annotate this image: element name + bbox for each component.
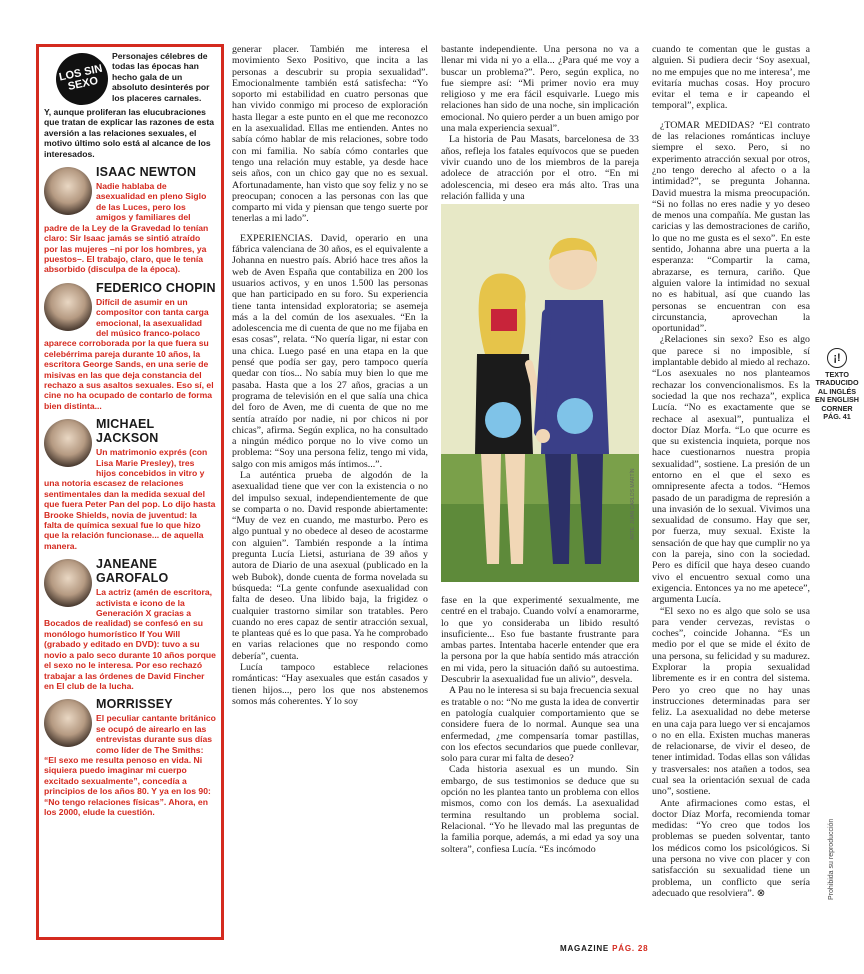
couple-illustration [441, 204, 639, 582]
page-footer [560, 944, 648, 953]
paragraph: cuando te comentan que le gustas a alguien. Si pudiera decir ‘Soy asexual, no me empujes que no me interesa’, me evitaría muchas cosas. Hoy procuro evitar el tema e ir capeando el temporal”, explica. [652, 44, 810, 112]
english-corner-text: TEXTO TRADUCIDO AL INGLÉS EN ENGLISH CORNER PÁG. 41 [815, 370, 859, 422]
english-corner-note [812, 348, 862, 421]
person-garofalo [44, 557, 216, 691]
paragraph-tomar-medidas: ¿TOMAR MEDIDAS? “El contrato de las relaciones románticas incluye siempre el sexo. Pero, si no experimento atracción sexual por otros, ¿no tengo derecho al afecto o a la intimidad?”, se pregunta Johanna. David muestra la misma preocupación. “Si no follas no eres nadie y yo deseo de menos una compañía. Me gustan las caricias y las demostraciones de cariño, lo que no me gusta es el sexo”. En este sentido, Johanna abre una puerta a la esperanza: “Compartir la cama, abrazarse, es ternura, cariño. Que alguien valore la intimidad no sexual no es habitual, así que cuando las personas se encuentran con esa circunstancia, aprovechan la oportunidad”. [652, 119, 810, 335]
person-name: FEDERICO CHOPIN [96, 280, 216, 295]
paragraph: Lucía tampoco establece relaciones románticas: “Hay asexuales que están casados y tienen hijos..., pero los que nos abstenemos somos más coherentes. Y lo soy [232, 662, 428, 707]
paragraph: generar placer. También me interesa el movimiento Sexo Positivo, que incita a las personas a descubrir su propia sexualidad”. Emocionalmente también está satisfecha: “Yo soporto mi estabilidad en cuatro personas que han vivido conmigo mi proceso de exploración hasta llegar a este punto en el que me reconozco en la asexualidad. Ellas me entienden. Antes no sabía cómo hablar de mis relaciones, sobre todo con mi familia. No sabía cómo contarles que tengo una relación muy estable, ya desde hace seis años, con un chico gay que no es sexual. Afortunadamente, han visto que soy feliz y no se preocupan; conocen a las personas con las que comparto mi vida y piensan que tengo suerte por tenerlas a mi lado”. [232, 44, 428, 225]
person-text: Nadie hablaba de asexualidad en pleno Siglo de las Luces, pero los amigos y familiares del padre de la Ley de la Gravedad lo tenían claro: Sir Isaac jamás se sintió atraído por las mujeres –ni por los hombres, ya puestos–. El trabajo, claro, que le tenía absorbido (disculpa de la época). [44, 181, 209, 275]
portrait-chopin [44, 283, 92, 331]
paragraph: Cada historia asexual es un mundo. Sin embargo, de sus testimonios se deduce que su opción no les plantea tanto un problema con ellos mismos, como con los demás. La asexualidad termina resultando un problema social. Relacional. “Yo he llevado mal las preguntas de la familia porque, además, a mi edad ya soy una soltera”, confiesa Lucía. “Es incómodo [441, 764, 639, 855]
footer-page-number: PÁG. 28 [612, 944, 649, 953]
paragraph: bastante independiente. Una persona no va a llenar mi vida ni yo a ella... ¿Para qué me voy a buscar un problema?”. Pero, según explica, no fue siempre así: “Mi primer novio era muy religioso y me era fácil esquivarle. Luego mis relaciones han sido de una noche, sin implicación emocional. No quiero perder a un buen amigo por una mala experiencia sexual”. [441, 44, 639, 135]
person-newton [44, 165, 216, 275]
person-name: MORRISSEY [96, 697, 173, 712]
person-name: MICHAEL JACKSON [96, 417, 159, 446]
exclamation-icon: ¡! [827, 348, 847, 368]
person-text: El peculiar cantante británico se ocupó de airearlo en las entrevistas durante sus días como líder de The Smiths: “El sexo me resulta penoso en vida. Ni siquiera puedo imaginar mi cuerpo excitado sexualmente”, concedía a principios de los años 80. Y ya en los 90: “No tengo relaciones físicas”. Ahora, en los 2000, elude la cuestión. [44, 713, 216, 817]
person-name: JANEANE GAROFALO [96, 557, 169, 586]
paragraph: fase en la que experimenté sexualmente, me centré en el trabajo. Cuando volví a enamorarme, lo que yo consideraba un libido resultó insuficiente... Eso fue bastante frustrante para ambas partes. Intentaba hacerle entender que era la persona por la que había sentido más atracción en mi vida, pero la situación dañó su autoestima. Descubrir la asexualidad fue un alivio”, desvela. [441, 595, 639, 686]
illustration-credit: ARTE: JUAN CARLOS MARTÍN [630, 468, 636, 540]
portrait-newton [44, 167, 92, 215]
article-column-2-top [441, 44, 639, 202]
person-chopin [44, 281, 216, 411]
article-column-1 [232, 44, 428, 944]
person-name: ISAAC NEWTON [96, 165, 197, 180]
los-sin-sexo-badge: LOS SIN SEXO [51, 48, 113, 110]
paragraph: La historia de Pau Masats, barcelonesa de 33 años, refleja los fatales equívocos que se pueden vivir cuando uno de los miembros de la pareja adolece de atracción por el otro. “En mi adolescencia, mi deseo era más alto. Tras una relación fallida y una [441, 134, 639, 202]
sidebar-lead: Personajes célebres de todas las épocas han hecho gala de un absoluto desinterés por los placeres carnales. [112, 51, 210, 103]
paragraph: ¿Relaciones sin sexo? Eso es algo que parece si no imposible, sí implantable debido al miedo al rechazo. “Los asexuales no nos planteamos rechazar los convencionalismos. Es la sociedad la que nos rechaza”, explica Lucía. “No es exactamente que se rechace al asexual”, puntualiza el doctor Díaz Morfa. “Lo que ocurre es que su existencia inquieta, porque nos hace cuestionarnos nuestra propia sexualidad”, sostiene. La presión de un entorno en el que el sexo es omnipresente afecta a todos. “Hemos pasado de un paradigma de represión a una invasión de lo sexual. Vivimos una sexualidad de consumo. Hay que ser, por fuerza, muy sexual. Existe la sensación de que hay que cumplir no ya con la pareja, sino con la sociedad. Pero es difícil que haya deseo cuando vivo el encuentro sexual como una exigencia. Entonces ya no me apetece”, argumenta Lucía. [652, 334, 810, 606]
vertical-note: Prohibida su reproducción [828, 818, 835, 900]
article-column-2-bottom [441, 595, 639, 935]
paragraph-experiencias: EXPERIENCIAS. David, operario en una fábrica valenciana de 30 años, es el equivalente a Johanna en nuestro país. Abrió hace tres años la web de Aven España que contabiliza en 200 los usuarios activos, y en unos 1.500 las personas que han participado en su foro. Su experiencia tiene tanta intensidad exploratoria; se asemeja más a la del común de los asexuales. “En la adolescencia me di cuenta de que no me fijaba en esas cosas”, relata. “No quería ligar, ni estar con una chica. Luego pasé en una etapa en la que pensé que podía ser gay, pero tampoco quería quedar con tíos... No sabía muy bien lo que me pasaba. Hasta que a los 27 años, gracias a un programa de televisión en el que salía una chica del foro de Aven, me di cuenta de que no me sentía atraído por nadie, ni por chicos ni por chicas”, afirma. Según explica, no ha consultado a ningún médico porque no lo vive como un problema: “Soy una persona feliz, tengo mi vida, salgo con mis amigos más íntimos...”. [232, 232, 428, 470]
paragraph: La auténtica prueba de algodón de la asexualidad tiene que ver con la existencia o no del impulso sexual, independientemente de que se comparta o no. David responde abiertamente: “Muy de vez en cuando, me masturbo. Pero es algo puntual y no obedece al deseo de acostarme con alguien”. También responde a la íntima pregunta Lucía Lietsi, asturiana de 39 años y autora de Diario de una asexual (publicado en la web Bubok), donde cuenta de forma novelada su búsqueda: “La gente confunde asexualidad con falta de deseo. Una libido baja, la frigidez o cualquier trastorno similar son tratables. Pero cuando no eres capaz de sentir atracción sexual, te planteas qué es lo que pasa. Ya he comprobado en varias relaciones que no respondo como debería”, cuenta. [232, 469, 428, 662]
couple-illustration-svg [441, 204, 639, 582]
person-text: La actriz (amén de escritora, activista e icono de la Generación X gracias a Bocados de realidad) se confesó en su monólogo humorístico If You Will (grabado y editado en DVD): tuvo a su novio a palo seco durante 10 años porque el sexo no le interesa. Por eso rechazó trabajar a las órdenes de David Fincher en El club de la lucha. [44, 587, 216, 691]
portrait-morrissey [44, 699, 92, 747]
paragraph: Ante afirmaciones como estas, el doctor Díaz Morfa, recomienda tomar medidas: “Yo creo que todos los problemas se pueden solventar, tanto los médicos como los psicológicos. Si una persona no vive con placer y con satisfacción su sexualidad tiene un problema, un conflicto que sería adecuado que resolviera”. ⊗ [652, 797, 810, 899]
paragraph: A Pau no le interesa si su baja frecuencia sexual es tratable o no: “No me gusta la idea de convertir en patología cualquier comportamiento que se considere fuera de lo normal. Aunque sea una enfermedad, ¿me compensaría tomar pastillas, con los efectos secundarios que puede conllevar, solo para curar mi falta de deseo? [441, 685, 639, 765]
sidebar-intro: Y, aunque proliferan las elucubraciones que tratan de explicar las razones de esta aversión a las relaciones sexuales, el motivo último solo está al alcance de los interesados. [44, 107, 215, 159]
person-morrissey [44, 697, 216, 817]
person-text: Un matrimonio exprés (con Lisa Marie Presley), tres hijos concebidos in vitro y una notoria escasez de relaciones sentimentales dan la medida sexual del que fuera Peter Pan del pop. Lo dijo hasta Brooke Shields, novia de juventud: la falta de química sexual fue lo que hizo que la relación funcionase... de aquella manera. [44, 447, 216, 551]
paragraph: “El sexo no es algo que solo se usa para vender cervezas, revistas o coches”, coincide Johanna. “Es un medio por el que se mide el éxito de una persona, su felicidad y su madurez. Explorar la propia sexualidad libremente es ir en contra del sistema. Pero yo creo que no hay unas instrucciones determinadas para ser feliz. La asexualidad no debe meterse en una caja para luego ver si encajamos o no en ella. Existen muchas maneras de relacionarse, de vivir el deseo, de tener intimidad. Todas ellas son válidas y trasversales: nos atañen a todos, sea cual sea la orientación sexual de cada uno”, sostiene. [652, 605, 810, 798]
person-jackson [44, 417, 216, 551]
person-text: Difícil de asumir en un compositor con tanta carga emocional, la asexualidad del músico franco-polaco aparece corroborada por la que fuera su celebérrima pareja durante 10 años, la escritora George Sands, en una serie de misivas en las que deja constancia del rechazo a sus asaltos sexuales. Eso sí, el cine no ha ocupado de contarlo de forma bien distinta... [44, 296, 214, 411]
article-column-3 [652, 44, 810, 944]
portrait-garofalo [44, 559, 92, 607]
portrait-jackson [44, 419, 92, 467]
footer-magazine: MAGAZINE [560, 944, 610, 953]
sidebar-box [36, 44, 224, 940]
